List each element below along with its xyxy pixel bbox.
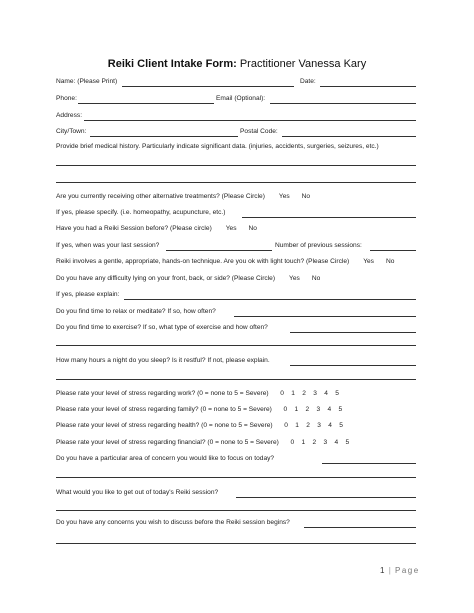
specify-treatments-label: If yes, please specify. (i.e. homeopathy, acupuncture, etc.) xyxy=(56,209,226,216)
no-option[interactable]: No xyxy=(385,258,395,265)
rating-1[interactable]: 1 xyxy=(301,439,306,446)
rating-2[interactable]: 2 xyxy=(305,406,310,413)
rating-3[interactable]: 3 xyxy=(316,406,321,413)
name-label: Name: (Please Print) xyxy=(56,78,118,85)
medical-history-line-2[interactable] xyxy=(56,182,416,183)
rating-1[interactable]: 1 xyxy=(291,390,295,397)
address-label: Address: xyxy=(56,112,83,119)
sleep-line-2[interactable] xyxy=(56,379,416,380)
page-number: 1 xyxy=(380,566,385,575)
page-footer xyxy=(380,566,420,575)
date-field[interactable] xyxy=(320,86,416,87)
yes-option[interactable]: Yes xyxy=(225,225,237,232)
date-label: Date: xyxy=(300,78,316,85)
rating-4[interactable]: 4 xyxy=(334,439,339,446)
concerns-before-line-2[interactable] xyxy=(56,543,416,544)
no-option[interactable]: No xyxy=(248,225,257,232)
rating-5[interactable]: 5 xyxy=(335,390,339,397)
rating-2[interactable]: 2 xyxy=(302,390,306,397)
no-option[interactable]: No xyxy=(311,275,321,282)
explain-label: If yes, please explain: xyxy=(56,291,120,298)
explain-field[interactable] xyxy=(124,299,416,300)
rating-5[interactable]: 5 xyxy=(339,422,343,429)
rating-0[interactable]: 0 xyxy=(290,439,295,446)
session-goal-question: What would you like to get out of today's Reiki session? xyxy=(56,489,219,496)
phone-field[interactable] xyxy=(78,103,214,104)
exercise-question: Do you find time to exercise? If so, what type of exercise and how often? xyxy=(56,324,268,331)
page-label: Page xyxy=(395,566,420,575)
lying-question: Do you have any difficulty lying on your front, back, or side? (Please Circle) Yes No xyxy=(56,275,321,282)
concerns-before-field[interactable] xyxy=(304,527,416,528)
specify-treatments-field[interactable] xyxy=(242,217,416,218)
rating-4[interactable]: 4 xyxy=(328,422,332,429)
postal-label: Postal Code: xyxy=(240,128,278,135)
email-field[interactable] xyxy=(270,103,416,104)
rating-2[interactable]: 2 xyxy=(306,422,310,429)
alt-treatments-question: Are you currently receiving other alternative treatments? (Please Circle) Yes No xyxy=(56,193,311,200)
stress-health-question: Please rate your level of stress regarding health? (0 = none to 5 = Severe) 0 1 2 3 4 5 xyxy=(56,420,347,431)
rating-1[interactable]: 1 xyxy=(295,422,299,429)
stress-work-question: Please rate your level of stress regarding work? (0 = none to 5 = Severe) 0 1 2 3 4 5 xyxy=(56,388,343,399)
stress-family-question: Please rate your level of stress regarding family? (0 = none to 5 = Severe) 0 1 2 3 4 5 xyxy=(56,404,346,415)
concerns-before-question: Do you have any concerns you wish to discuss before the Reiki session begins? xyxy=(56,519,290,526)
concern-area-field[interactable] xyxy=(322,463,416,464)
concern-area-question: Do you have a particular area of concern you would like to focus on today? xyxy=(56,455,275,462)
sleep-field[interactable] xyxy=(290,365,416,366)
sleep-question: How many hours a night do you sleep? Is it restful? If not, please explain. xyxy=(56,357,270,364)
concern-area-line-2[interactable] xyxy=(56,477,416,478)
session-goal-field[interactable] xyxy=(236,497,416,498)
last-session-label: If yes, when was your last session? xyxy=(56,242,160,249)
rating-3[interactable]: 3 xyxy=(317,422,321,429)
medical-history-question: Provide brief medical history. Particularly indicate significant data. (injuries, accidents, surgeries, seizures, etc.) xyxy=(56,143,379,150)
rating-2[interactable]: 2 xyxy=(312,439,317,446)
rating-0[interactable]: 0 xyxy=(283,406,288,413)
light-touch-question: Reiki involves a gentle, appropriate, hands-on technique. Are you ok with light touch? (Please Circle) Yes No xyxy=(56,258,395,265)
last-session-field[interactable] xyxy=(166,250,272,251)
rating-0[interactable]: 0 xyxy=(284,422,288,429)
city-label: City/Town: xyxy=(56,128,87,135)
postal-field[interactable] xyxy=(282,136,416,137)
phone-label: Phone: xyxy=(56,95,77,102)
no-option[interactable]: No xyxy=(301,193,311,200)
form-title: Reiki Client Intake Form: Practitioner Vanessa Kary xyxy=(107,58,367,70)
num-sessions-field[interactable] xyxy=(370,250,416,251)
medical-history-line-1[interactable] xyxy=(56,165,416,166)
relax-question: Do you find time to relax or meditate? If so, how often? xyxy=(56,308,216,315)
footer-separator: | xyxy=(388,566,391,575)
yes-option[interactable]: Yes xyxy=(289,275,300,282)
exercise-line-2[interactable] xyxy=(56,345,416,346)
email-label: Email (Optional): xyxy=(216,95,266,102)
address-field[interactable] xyxy=(84,120,416,121)
rating-0[interactable]: 0 xyxy=(280,390,284,397)
num-sessions-label: Number of previous sessions: xyxy=(275,242,362,249)
relax-field[interactable] xyxy=(234,316,416,317)
name-field[interactable] xyxy=(122,86,294,87)
yes-option[interactable]: Yes xyxy=(363,258,374,265)
session-goal-line-2[interactable] xyxy=(56,510,416,511)
rating-3[interactable]: 3 xyxy=(313,390,317,397)
had-reiki-question: Have you had a Reiki Session before? (Please circle) Yes No xyxy=(56,225,257,232)
rating-4[interactable]: 4 xyxy=(324,390,328,397)
yes-option[interactable]: Yes xyxy=(278,193,290,200)
exercise-field[interactable] xyxy=(290,332,416,333)
rating-4[interactable]: 4 xyxy=(327,406,332,413)
rating-1[interactable]: 1 xyxy=(294,406,299,413)
city-field[interactable] xyxy=(90,136,238,137)
rating-3[interactable]: 3 xyxy=(323,439,328,446)
rating-5[interactable]: 5 xyxy=(345,439,350,446)
stress-financial-question: Please rate your level of stress regarding financial? (0 = none to 5 = Severe) 0 1 2 3 4 5 xyxy=(56,437,353,448)
rating-5[interactable]: 5 xyxy=(338,406,343,413)
